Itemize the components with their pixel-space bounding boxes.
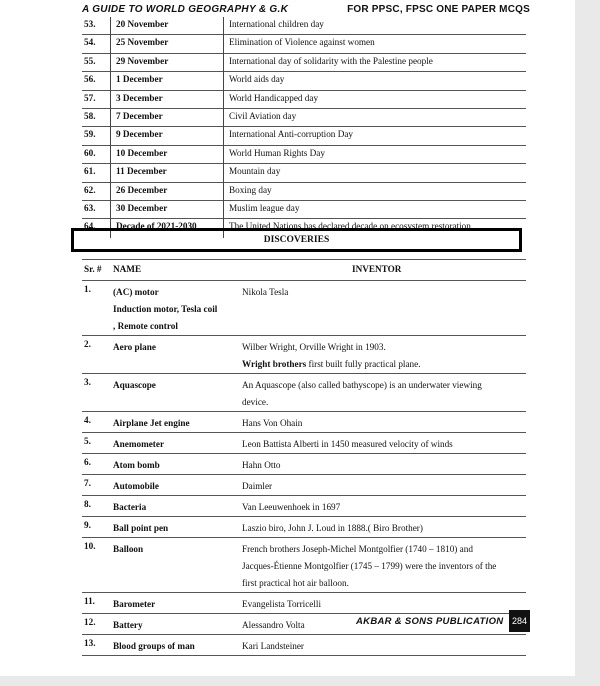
invention-name-line: Atom bomb [113, 460, 160, 470]
table-row [82, 281, 526, 336]
header-name: NAME [113, 264, 142, 274]
table-row [82, 593, 526, 614]
header-title: A GUIDE TO WORLD GEOGRAPHY & G.K [82, 4, 289, 15]
row-number: 55. [84, 55, 96, 66]
row-number: 6. [84, 457, 91, 467]
row-date: 25 November [116, 37, 169, 48]
row-number: 1. [84, 284, 91, 294]
invention-name-line: Bacteria [113, 502, 147, 512]
row-description: World Human Rights Day [229, 147, 325, 158]
invention-name-line: Airplane Jet engine [113, 418, 190, 428]
inventor-detail [242, 638, 524, 655]
inventor-line: Van Leeuwenhoek in 1697 [242, 502, 341, 512]
header-subtitle: FOR PPSC, FPSC ONE PAPER MCQS [347, 4, 530, 15]
invention-name [113, 436, 233, 453]
row-number: 13. [84, 638, 96, 648]
row-number: 11. [84, 596, 95, 606]
column-divider [110, 17, 111, 238]
inventor-detail [242, 436, 524, 453]
inventor-emphasis: Wright brothers [242, 359, 307, 369]
inventor-detail [242, 499, 524, 516]
row-number: 61. [84, 166, 96, 177]
header-inventor: INVENTOR [352, 264, 402, 274]
inventor-line: An Aquascope (also called bathyscope) is an underwater viewing [242, 380, 482, 390]
row-number: 4. [84, 415, 91, 425]
inventor-line: Daimler [242, 481, 273, 491]
row-description: Mountain day [229, 166, 281, 177]
row-number: 53. [84, 19, 96, 29]
inventor-line [242, 356, 524, 373]
invention-name-line: Balloon [113, 544, 144, 554]
inventor-detail [242, 415, 524, 432]
inventor-line: Laszio biro, John J. Loud in 1888.( Biro Brother) [242, 523, 423, 533]
table-row [82, 109, 526, 127]
table-row [82, 517, 526, 538]
row-number: 62. [84, 184, 96, 195]
inventor-line: Nikola Tesla [242, 287, 289, 297]
discoveries-table [82, 259, 526, 656]
row-date: 26 December [116, 184, 168, 195]
inventor-line: French brothers Joseph-Michel Montgolfier (1740 – 1810) and [242, 544, 473, 554]
inventor-line: Wilber Wright, Orville Wright in 1903. [242, 342, 386, 352]
table-row [82, 374, 526, 412]
invention-name [113, 541, 233, 558]
row-date: 29 November [116, 55, 169, 66]
table-row [82, 635, 526, 656]
row-description: World Handicapped day [229, 92, 319, 103]
row-number: 3. [84, 377, 91, 387]
table-row [82, 72, 526, 90]
inventor-detail [242, 457, 524, 474]
table-row [82, 475, 526, 496]
invention-name [113, 520, 233, 537]
publisher-name: AKBAR & SONS PUBLICATION [356, 616, 504, 627]
row-description: International children day [229, 19, 324, 29]
inventor-line: Hans Von Ohain [242, 418, 303, 428]
row-number: 9. [84, 520, 91, 530]
inventor-detail [242, 596, 524, 613]
invention-name [113, 339, 233, 356]
inventor-detail [242, 284, 524, 301]
invention-name [113, 499, 233, 516]
inventor-line: Leon Battista Alberti in 1450 measured velocity of winds [242, 439, 453, 449]
table-row [82, 183, 526, 201]
row-description: International day of solidarity with the Palestine people [229, 55, 433, 66]
row-number: 58. [84, 110, 96, 121]
inventor-line: first practical hot air balloon. [242, 578, 349, 588]
invention-name-line: Ball point pen [113, 523, 169, 533]
row-date: 11 December [116, 166, 167, 177]
row-number: 56. [84, 74, 96, 85]
row-description: Boxing day [229, 184, 272, 195]
invention-name [113, 596, 233, 613]
invention-name-line: Automobile [113, 481, 159, 491]
row-number: 7. [84, 478, 91, 488]
table-row [82, 538, 526, 593]
invention-name [113, 377, 233, 394]
row-number: 10. [84, 541, 96, 551]
row-number: 57. [84, 92, 96, 103]
row-description: The United Nations has declared decade on ecosystem restoration. [229, 221, 474, 232]
row-number: 63. [84, 202, 96, 213]
row-number: 2. [84, 339, 91, 349]
table-row [82, 127, 526, 145]
inventor-line: device. [242, 397, 269, 407]
row-number: 54. [84, 37, 96, 48]
table-row [82, 454, 526, 475]
inventor-remainder: first built fully practical plane. [306, 359, 421, 369]
row-number: 64. [84, 221, 96, 232]
invention-name-line: Blood groups of man [113, 641, 195, 651]
inventor-detail [242, 478, 524, 495]
invention-name [113, 617, 233, 634]
page-header [82, 4, 530, 18]
inventor-detail [242, 377, 524, 411]
table-row [82, 336, 526, 374]
table-row [82, 35, 526, 53]
inventor-detail [242, 520, 524, 537]
invention-name-line: , Remote control [113, 321, 178, 331]
table-row [82, 146, 526, 164]
row-description: International Anti-corruption Day [229, 129, 353, 140]
invention-name [113, 638, 233, 655]
discoveries-header-row [82, 259, 526, 281]
row-date: 3 December [116, 92, 163, 103]
row-description: Muslim league day [229, 202, 300, 213]
table-row [82, 433, 526, 454]
invention-name-line: (AC) motor [113, 287, 159, 297]
table-row [82, 201, 526, 219]
inventor-line: Kari Landsteiner [242, 641, 304, 651]
inventor-line: Jacques-Étienne Montgolfier (1745 – 1799) were the inventors of the [242, 561, 497, 571]
invention-name-line: Aquascope [113, 380, 156, 390]
row-date: 9 December [116, 129, 163, 140]
invention-name-line: Battery [113, 620, 143, 630]
column-divider [223, 17, 224, 238]
invention-name-line: Induction motor, Tesla coil [113, 304, 218, 314]
inventor-detail [242, 339, 524, 373]
invention-name-line: Aero plane [113, 342, 156, 352]
row-number: 12. [84, 617, 96, 627]
table-row [82, 91, 526, 109]
invention-name [113, 415, 233, 432]
table-row [82, 412, 526, 433]
table-row [82, 54, 526, 72]
row-date: 7 December [116, 110, 163, 121]
page-number: 284 [509, 610, 530, 632]
invention-name [113, 457, 233, 474]
table-row [82, 164, 526, 182]
row-date: 30 December [116, 202, 168, 213]
row-number: 59. [84, 129, 96, 140]
important-days-table [82, 17, 526, 237]
discoveries-title: DISCOVERIES [71, 228, 522, 252]
row-number: 60. [84, 147, 96, 158]
row-number: 5. [84, 436, 91, 446]
invention-name-line: Anemometer [113, 439, 165, 449]
inventor-line: Hahn Otto [242, 460, 281, 470]
header-sr: Sr. # [84, 264, 102, 274]
table-row [82, 496, 526, 517]
invention-name [113, 478, 233, 495]
invention-name-line: Barometer [113, 599, 156, 609]
row-date: 20 November [116, 19, 169, 29]
row-description: World aids day [229, 74, 285, 85]
inventor-line: Evangelista Torricelli [242, 599, 322, 609]
inventor-line: Alessandro Volta [242, 620, 305, 630]
invention-name [113, 284, 233, 335]
row-date: 1 December [116, 74, 163, 85]
table-row [82, 17, 526, 35]
row-date: Decade of 2021-2030 [116, 221, 197, 232]
row-description: Elimination of Violence against women [229, 37, 375, 48]
inventor-detail [242, 541, 524, 592]
row-number: 8. [84, 499, 91, 509]
row-date: 10 December [116, 147, 168, 158]
row-description: Civil Aviation day [229, 110, 297, 121]
